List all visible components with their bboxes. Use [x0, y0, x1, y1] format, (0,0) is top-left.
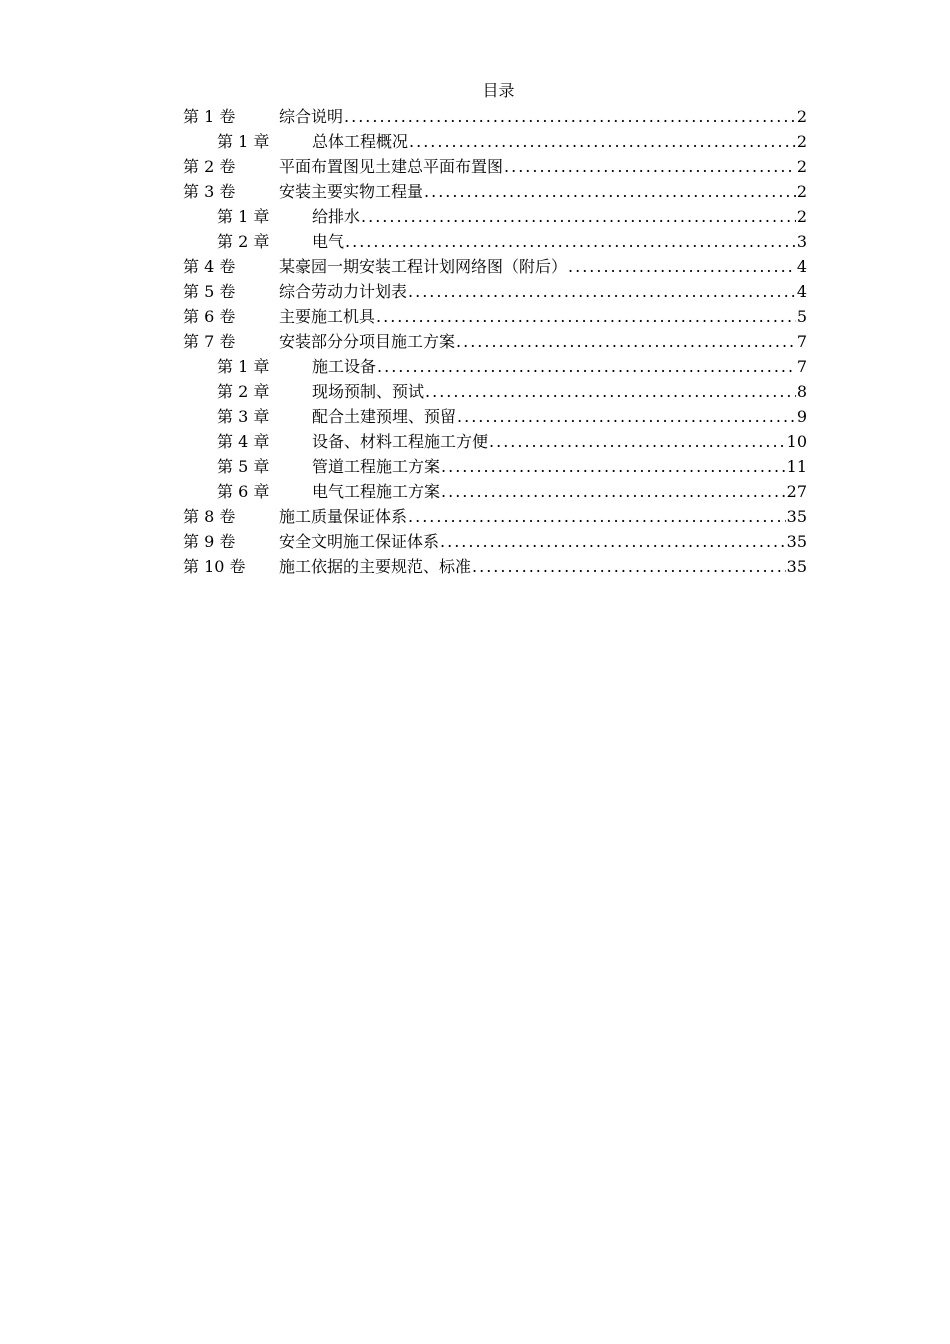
toc-entry-number: 第 6 卷	[183, 307, 236, 326]
toc-entry-title: 安装部分分项目施工方案	[279, 332, 456, 351]
toc-entry-number: 第 4 卷	[183, 257, 236, 276]
toc-entry-number: 第 3 章	[217, 407, 270, 426]
toc-leader-dots	[504, 154, 796, 179]
toc-entry-page: 35	[786, 532, 807, 551]
toc-entry-number: 第 2 章	[217, 382, 270, 401]
toc-leader-dots	[456, 329, 796, 354]
toc-entry-title: 安全文明施工保证体系	[279, 532, 440, 551]
toc-leader-dots	[440, 529, 786, 554]
toc-leader-dots	[489, 429, 786, 454]
toc-entry-page: 9	[796, 407, 807, 426]
toc-entry-page: 11	[786, 457, 807, 476]
toc-entry[interactable]	[183, 529, 807, 554]
toc-entry-number: 第 1 章	[217, 132, 270, 151]
toc-entry[interactable]	[183, 129, 807, 154]
toc-entry-number: 第 7 卷	[183, 332, 236, 351]
toc-entry[interactable]	[183, 479, 807, 504]
toc-entry-page: 8	[796, 382, 807, 401]
toc-leader-dots	[441, 454, 786, 479]
toc-entry-page: 2	[796, 132, 807, 151]
toc-entry-page: 5	[796, 307, 807, 326]
toc-entry-title: 总体工程概况	[312, 132, 409, 151]
toc-entry-number: 第 3 卷	[183, 182, 236, 201]
toc-entry-number: 第 1 卷	[183, 107, 236, 126]
toc-entry-page: 7	[796, 332, 807, 351]
toc-entry-number: 第 5 卷	[183, 282, 236, 301]
toc-entry-number: 第 1 章	[217, 207, 270, 226]
toc-entry-title: 施工设备	[312, 357, 377, 376]
toc-entry-page: 2	[796, 182, 807, 201]
toc-entry-title: 施工依据的主要规范、标准	[279, 557, 472, 576]
toc-entry-title: 设备、材料工程施工方便	[312, 432, 489, 451]
toc-entry[interactable]	[183, 254, 807, 279]
toc-entry-number: 第 4 章	[217, 432, 270, 451]
toc-entry-title: 电气	[312, 232, 345, 251]
toc-entry-number: 第 5 章	[217, 457, 270, 476]
toc-leader-dots	[408, 279, 796, 304]
toc-entry-title: 综合说明	[279, 107, 344, 126]
toc-entry-title: 某豪园一期安装工程计划网络图（附后）	[279, 257, 568, 276]
toc-entry[interactable]	[183, 179, 807, 204]
toc-leader-dots	[344, 104, 796, 129]
toc-entry[interactable]	[183, 154, 807, 179]
toc-entry-page: 35	[786, 557, 807, 576]
toc-entry-title: 施工质量保证体系	[279, 507, 408, 526]
toc-entry-page: 35	[786, 507, 807, 526]
toc-entry-number: 第 2 卷	[183, 157, 236, 176]
toc-title: 目录	[482, 81, 515, 100]
toc-leader-dots	[568, 254, 796, 279]
toc-entry[interactable]	[183, 554, 807, 579]
toc-entry-page: 3	[796, 232, 807, 251]
toc-entry[interactable]	[183, 354, 807, 379]
toc-entry-page: 7	[796, 357, 807, 376]
toc-entry-number: 第 8 卷	[183, 507, 236, 526]
toc-leader-dots	[345, 229, 796, 254]
toc-entry-title: 管道工程施工方案	[312, 457, 441, 476]
table-of-contents	[183, 104, 807, 579]
toc-entry-number: 第 1 章	[217, 357, 270, 376]
toc-entry-title: 现场预制、预试	[312, 382, 425, 401]
toc-entry[interactable]	[183, 329, 807, 354]
toc-entry-title: 平面布置图见土建总平面布置图	[279, 157, 504, 176]
toc-leader-dots	[377, 354, 796, 379]
toc-entry-title: 给排水	[312, 207, 361, 226]
toc-entry-page: 10	[786, 432, 807, 451]
toc-leader-dots	[441, 479, 786, 504]
toc-leader-dots	[472, 554, 786, 579]
toc-entry-title: 安装主要实物工程量	[279, 182, 424, 201]
toc-entry[interactable]	[183, 204, 807, 229]
toc-entry-title: 主要施工机具	[279, 307, 376, 326]
toc-leader-dots	[361, 204, 796, 229]
toc-entry[interactable]	[183, 104, 807, 129]
toc-entry[interactable]	[183, 379, 807, 404]
toc-leader-dots	[408, 504, 786, 529]
toc-entry-number: 第 6 章	[217, 482, 270, 501]
toc-entry[interactable]	[183, 279, 807, 304]
toc-entry[interactable]	[183, 304, 807, 329]
toc-entry[interactable]	[183, 504, 807, 529]
toc-entry-page: 4	[796, 257, 807, 276]
toc-leader-dots	[457, 404, 796, 429]
toc-entry[interactable]	[183, 404, 807, 429]
toc-leader-dots	[409, 129, 796, 154]
toc-entry-title: 电气工程施工方案	[312, 482, 441, 501]
toc-leader-dots	[376, 304, 796, 329]
toc-entry-title: 综合劳动力计划表	[279, 282, 408, 301]
toc-entry-page: 2	[796, 207, 807, 226]
toc-entry-page: 4	[796, 282, 807, 301]
toc-entry-page: 2	[796, 107, 807, 126]
toc-entry[interactable]	[183, 454, 807, 479]
toc-entry[interactable]	[183, 429, 807, 454]
toc-entry-number: 第 9 卷	[183, 532, 236, 551]
toc-leader-dots	[424, 179, 796, 204]
toc-entry-number: 第 2 章	[217, 232, 270, 251]
toc-entry-page: 27	[786, 482, 807, 501]
toc-entry-page: 2	[796, 157, 807, 176]
toc-leader-dots	[425, 379, 796, 404]
toc-entry[interactable]	[183, 229, 807, 254]
toc-entry-title: 配合土建预埋、预留	[312, 407, 457, 426]
toc-entry-number: 第 10 卷	[183, 557, 246, 576]
